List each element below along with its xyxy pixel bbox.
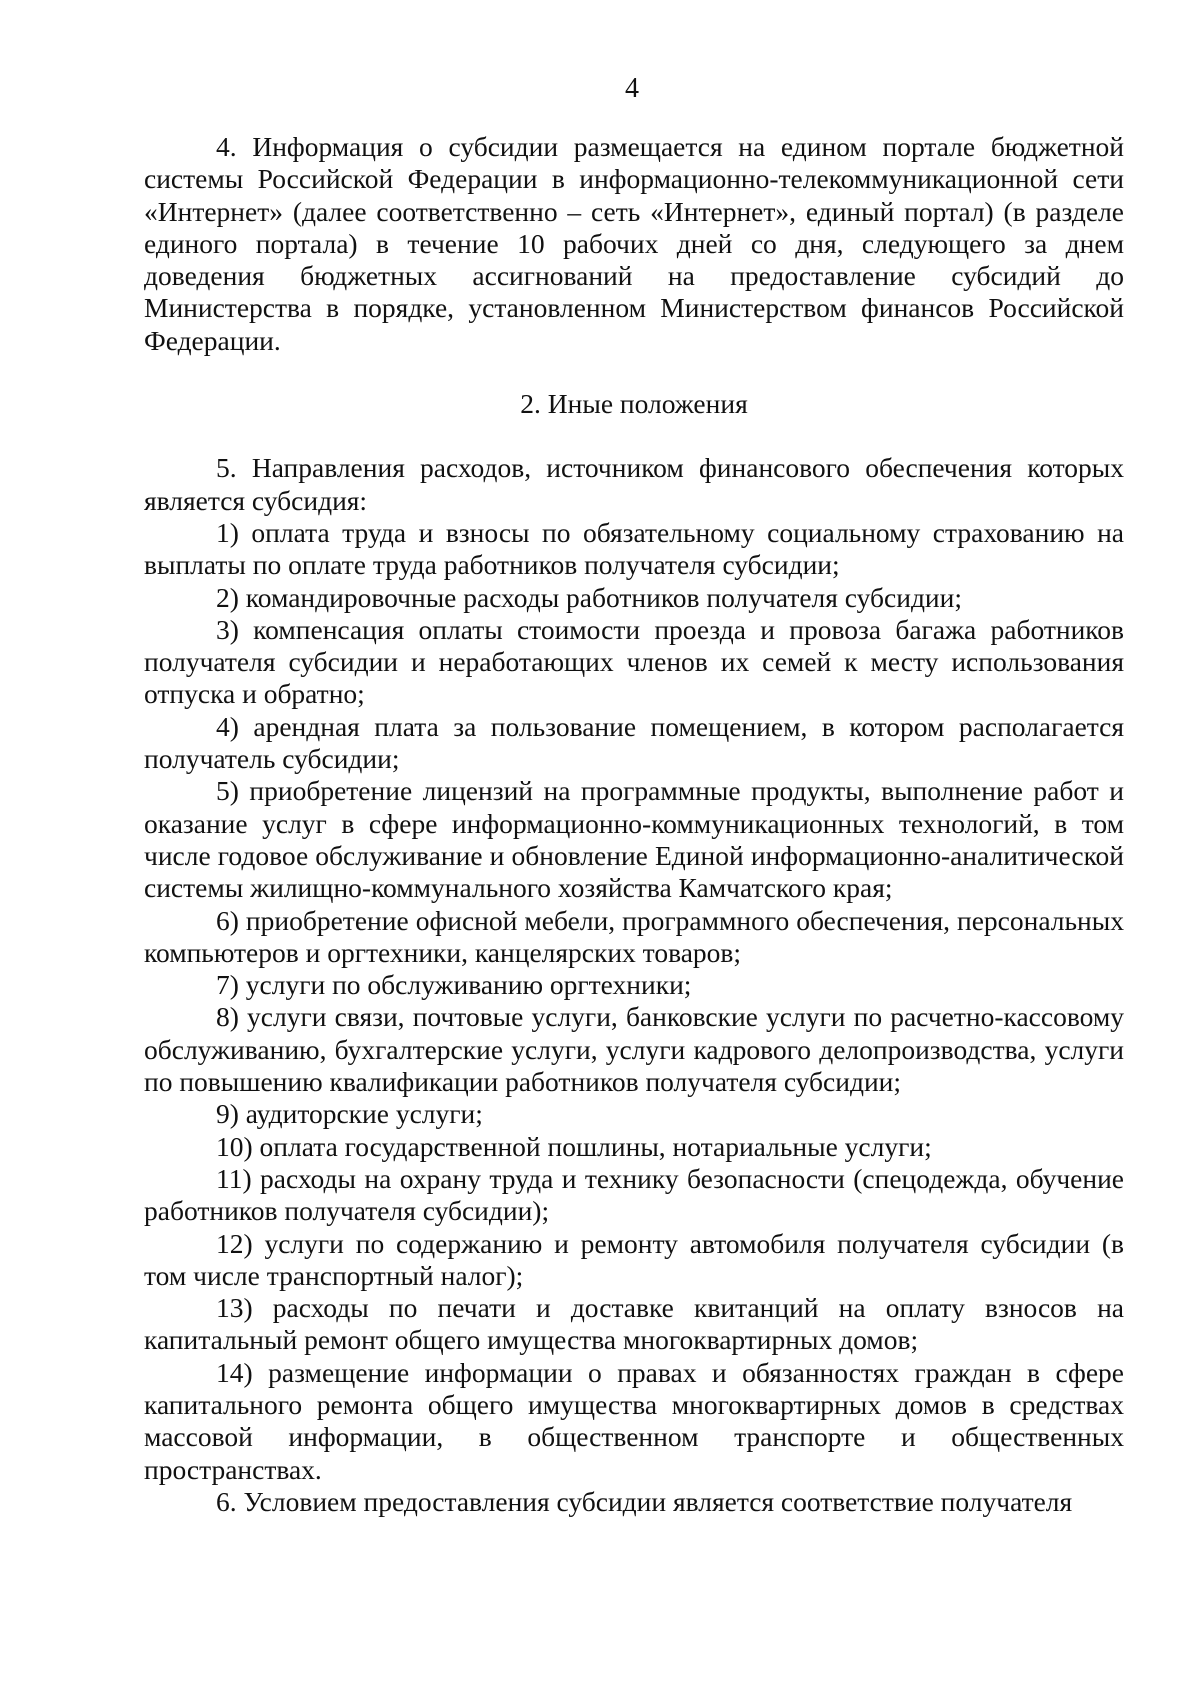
list-item-10: 10) оплата государственной пошлины, нотариальные услуги; — [216, 1130, 932, 1162]
list-item-1: 1) оплата труда и взносы по обязательному социальному страхованию на выплаты по оплате труда работников получателя субсидии; — [144, 516, 1124, 581]
list-item-7: 7) услуги по обслуживанию оргтехники; — [216, 969, 692, 1001]
list-item-11: 11) расходы на охрану труда и технику безопасности (спецодежда, обучение работников получателя субсидии); — [144, 1162, 1124, 1227]
page-number: 4 — [625, 73, 639, 104]
list-item-2: 2) командировочные расходы работников получателя субсидии; — [216, 581, 963, 613]
document-body — [144, 131, 1124, 1518]
paragraph-6: 6. Условием предоставления субсидии является соответствие получателя — [216, 1485, 1073, 1517]
list-item-13: 13) расходы по печати и доставке квитанций на оплату взносов на капитальный ремонт общего имущества многоквартирных домов; — [144, 1292, 1124, 1356]
paragraph-5: 5. Направления расходов, источником финансового обеспечения которых является субсидия: — [144, 452, 1124, 516]
paragraphs-after-heading — [144, 452, 1124, 1518]
list-item-8: 8) услуги связи, почтовые услуги, банковские услуги по расчетно-кассовому обслуживанию, бухгалтерские услуги, услуги кадрового делопроизводства, услуги по повышению квалификации работников получателя субсидии; — [144, 1001, 1124, 1098]
list-item-3: 3) компенсация оплаты стоимости проезда и провоза багажа работников получателя субсидии и неработающих членов их семей к месту использования отпуска и обратно; — [144, 613, 1124, 710]
list-item-4: 4) арендная плата за пользование помещением, в котором располагается получатель субсидии; — [144, 710, 1124, 775]
list-item-5: 5) приобретение лицензий на программные продукты, выполнение работ и оказание услуг в сфере информационно-коммуникационных технологий, в том числе годовое обслуживание и обновление Единой информационно-аналитической системы жилищно-коммунального хозяйства Камчатского края; — [144, 775, 1124, 904]
list-item-6: 6) приобретение офисной мебели, программного обеспечения, персональных компьютеров и оргтехники, канцелярских товаров; — [144, 904, 1124, 968]
paragraphs-before-heading — [144, 131, 1124, 357]
section-heading: 2. Иные положения — [520, 388, 748, 420]
list-item-12: 12) услуги по содержанию и ремонту автомобиля получателя субсидии (в том числе транспортный налог); — [144, 1227, 1124, 1291]
list-item-9: 9) аудиторские услуги; — [216, 1098, 483, 1130]
list-item-14: 14) размещение информации о правах и обязанностях граждан в сфере капитального ремонта общего имущества многоквартирных домов в средствах массовой информации, в общественном транспорте и общественных пространствах. — [144, 1356, 1124, 1485]
paragraph-4: 4. Информация о субсидии размещается на едином портале бюджетной системы Российской Федерации в информационно-телекоммуникационной сети «Интернет» (далее соответственно – сеть «Интернет», единый портал) (в разделе единого портала) в течение 10 рабочих дней со дня, следующего за днем доведения бюджетных ассигнований на предоставление субсидий до Министерства в порядке, установленном Министерством финансов Российской Федерации. — [144, 131, 1124, 356]
